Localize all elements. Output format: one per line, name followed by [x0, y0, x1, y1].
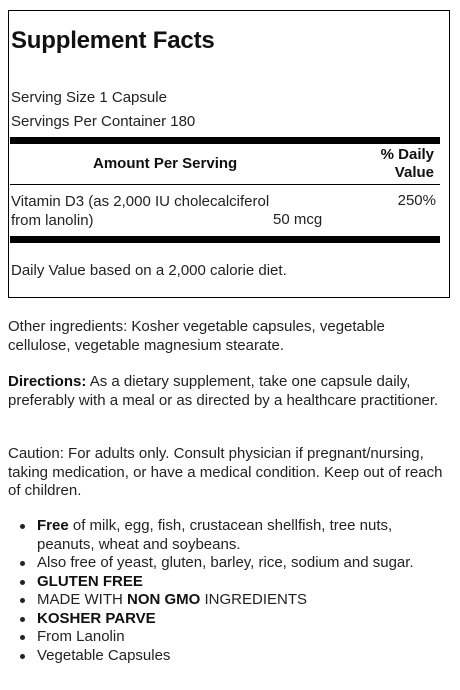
feature-list — [8, 517, 448, 665]
bullet-icon — [20, 561, 25, 566]
nutrient-name-line1: Vitamin D3 (as 2,000 IU cholecalciferol — [11, 193, 270, 210]
facts-title: Supplement Facts — [11, 27, 215, 54]
list-item — [37, 554, 448, 573]
directions — [8, 373, 448, 410]
daily-value-header — [381, 146, 434, 182]
amount-per-serving-header: Amount Per Serving — [93, 155, 238, 172]
directions-text: As a dietary supplement, take one capsule daily, preferably with a meal or as directed by a healthcare practitioner. — [8, 373, 439, 409]
column-header-divider — [10, 184, 440, 185]
serving-size: Serving Size 1 Capsule — [11, 89, 167, 106]
header-rule — [10, 137, 440, 144]
other-ingredients: Other ingredients: Kosher vegetable capsules, vegetable cellulose, vegetable magnesium stearate. — [8, 318, 385, 354]
daily-value-header-line1: % Daily — [380, 146, 434, 163]
non-gmo-suffix: INGREDIENTS — [200, 591, 308, 608]
kosher-parve-text: KOSHER PARVE — [37, 609, 156, 627]
bullet-icon — [20, 617, 25, 622]
non-gmo-label: NON GMO — [127, 591, 201, 608]
nutrient-daily-value: 250% — [397, 192, 436, 209]
bullet-icon — [20, 654, 25, 659]
bullet-icon — [20, 635, 25, 640]
non-gmo-prefix: MADE WITH — [37, 591, 127, 608]
daily-value-header-line2: Value — [394, 164, 434, 181]
list-item — [37, 647, 448, 666]
vegetable-capsules-text: Vegetable Capsules — [37, 646, 171, 664]
nutrient-name — [11, 192, 269, 230]
list-item — [37, 591, 448, 610]
bullet-icon — [20, 580, 25, 585]
list-item — [37, 628, 448, 647]
list-item — [37, 517, 448, 554]
free-of-label: Free — [37, 517, 69, 534]
daily-value-footnote: Daily Value based on a 2,000 calorie diet. — [11, 262, 287, 279]
caution: Caution: For adults only. Consult physician if pregnant/nursing, taking medication, or have a medical condition. Keep out of reach of children. — [8, 445, 443, 499]
footer-rule — [10, 236, 440, 243]
free-of-text: of milk, egg, fish, crustacean shellfish, tree nuts, peanuts, wheat and soybeans. — [37, 517, 393, 553]
bullet-icon — [20, 598, 25, 603]
nutrient-amount: 50 mcg — [273, 211, 323, 228]
list-item — [37, 610, 448, 629]
servings-per-container: Servings Per Container 180 — [11, 113, 196, 130]
nutrient-name-line2: from lanolin) — [11, 212, 94, 229]
bullet-icon — [20, 524, 25, 529]
gluten-free-text: GLUTEN FREE — [37, 572, 143, 590]
list-item — [37, 573, 448, 592]
also-free-of-text: Also free of yeast, gluten, barley, rice, sodium and sugar. — [37, 554, 414, 571]
directions-label: Directions: — [8, 373, 87, 390]
from-lanolin-text: From Lanolin — [37, 628, 125, 645]
